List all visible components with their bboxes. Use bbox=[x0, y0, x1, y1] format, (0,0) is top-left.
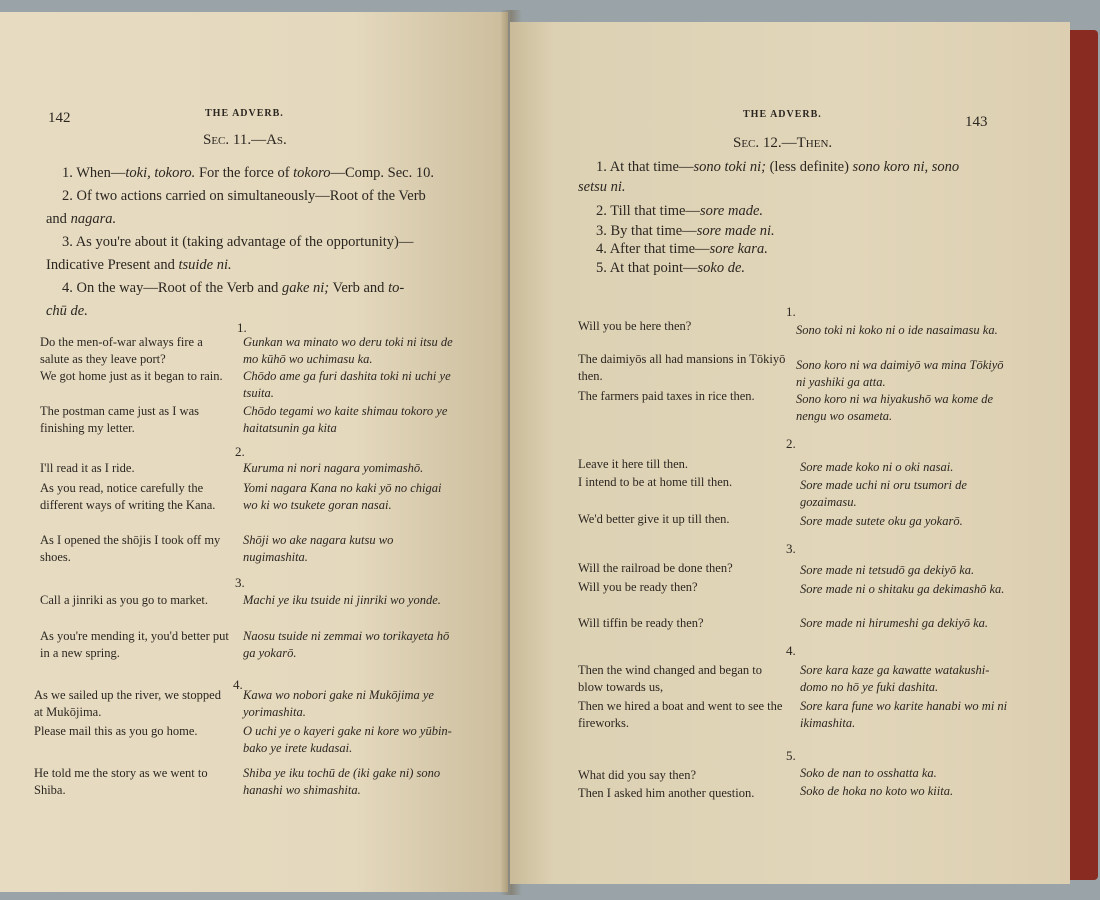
english-sentence: Leave it here till then. bbox=[578, 457, 689, 471]
running-head: THE ADVERB. bbox=[743, 109, 822, 120]
english-sentence: Then we hired a boat and went to see the fireworks. bbox=[578, 699, 783, 730]
intro-line: 4. On the way—Root of the Verb and gake ni; Verb and to- bbox=[62, 280, 405, 296]
japanese-translation: Shōji wo ake nagara kutsu wo nugimashita. bbox=[243, 533, 394, 564]
group-number: 2. bbox=[235, 444, 245, 459]
english-sentence: As you're mending it, you'd better put in a new spring. bbox=[40, 629, 229, 660]
intro-line: 5. At that point—soko de. bbox=[596, 260, 746, 276]
english-sentence: Do the men-of-war always fire a salute as they leave port? bbox=[40, 335, 203, 366]
japanese-translation: Sore made ni o shitaku ga dekimashō ka. bbox=[800, 582, 1005, 596]
intro-line: Indicative Present and tsuide ni. bbox=[46, 257, 232, 273]
japanese-translation: Sono koro ni wa hiyakushō wa kome de nengu wo osameta. bbox=[796, 392, 994, 423]
group-number: 4. bbox=[786, 643, 796, 658]
intro-line: 3. As you're about it (taking advantage of the opportunity)— bbox=[62, 234, 414, 250]
japanese-translation: Sore made koko ni o oki nasai. bbox=[800, 460, 954, 474]
intro-line: 3. By that time—sore made ni. bbox=[596, 223, 775, 239]
intro-line: 2. Till that time—sore made. bbox=[596, 203, 764, 219]
japanese-translation: Chōdo tegami wo kaite shimau tokoro ye haitatsunin ga kita bbox=[243, 404, 448, 435]
english-sentence: The daimiyōs all had mansions in Tōkiyō then. bbox=[578, 352, 786, 383]
english-sentence: He told me the story as we went to Shiba. bbox=[34, 766, 208, 797]
intro-line: and nagara. bbox=[46, 211, 117, 227]
english-sentence: The postman came just as I was finishing my letter. bbox=[40, 404, 199, 435]
japanese-translation: Sore made ni tetsudō ga dekiyō ka. bbox=[800, 563, 975, 577]
intro-line: 1. When—toki, tokoro. For the force of tokoro—Comp. Sec. 10. bbox=[62, 165, 434, 181]
group-number: 4. bbox=[233, 677, 243, 692]
japanese-translation: Sore made ni hirumeshi ga dekiyō ka. bbox=[800, 616, 989, 630]
english-sentence: Then the wind changed and began to blow towards us, bbox=[578, 663, 762, 694]
intro-line: 1. At that time—sono toki ni; (less definite) sono koro ni, sono bbox=[596, 159, 960, 175]
group-number: 1. bbox=[786, 304, 796, 319]
japanese-translation: Kawa wo nobori gake ni Mukōjima ye yorimashita. bbox=[243, 688, 434, 719]
english-sentence: As we sailed up the river, we stopped at Mukōjima. bbox=[34, 688, 221, 719]
intro-line: setsu ni. bbox=[578, 179, 626, 195]
japanese-translation: Shiba ye iku tochū de (iki gake ni) sono hanashi wo shimashita. bbox=[243, 766, 441, 797]
english-sentence: I'll read it as I ride. bbox=[40, 461, 135, 475]
group-number: 3. bbox=[235, 575, 245, 590]
japanese-translation: Sore kara fune wo karite hanabi wo mi ni ikimashita. bbox=[800, 699, 1008, 730]
japanese-translation: Gunkan wa minato wo deru toki ni itsu de mo kūhō wo uchimasu ka. bbox=[243, 335, 453, 366]
page-number: 142 bbox=[48, 110, 71, 126]
japanese-translation: O uchi ye o kayeri gake ni kore wo yūbin-bako ye irete kudasai. bbox=[243, 724, 452, 755]
japanese-translation: Naosu tsuide ni zemmai wo torikayeta hō ga yokarō. bbox=[243, 629, 450, 660]
japanese-translation: Machi ye iku tsuide ni jinriki wo yonde. bbox=[243, 593, 441, 607]
group-number: 5. bbox=[786, 748, 796, 763]
english-sentence: Will you be ready then? bbox=[578, 580, 698, 594]
right-page bbox=[510, 22, 1070, 884]
japanese-translation: Sono koro ni wa daimiyō wa mina Tōkiyō ni yashiki ga atta. bbox=[796, 358, 1004, 389]
english-sentence: As I opened the shōjis I took off my shoes. bbox=[40, 533, 221, 564]
english-sentence: The farmers paid taxes in rice then. bbox=[578, 389, 755, 403]
group-number: 1. bbox=[237, 320, 247, 335]
english-sentence: As you read, notice carefully the different ways of writing the Kana. bbox=[40, 481, 216, 512]
english-sentence: Call a jinriki as you go to market. bbox=[40, 593, 209, 607]
english-sentence: Will the railroad be done then? bbox=[578, 561, 733, 575]
japanese-translation: Sore kara kaze ga kawatte watakushi-domo no hō ye fuki dashita. bbox=[800, 663, 990, 694]
english-sentence: Then I asked him another question. bbox=[578, 786, 755, 800]
english-sentence: Will tiffin be ready then? bbox=[578, 616, 704, 630]
japanese-translation: Sore made uchi ni oru tsumori de gozaimasu. bbox=[800, 478, 967, 509]
japanese-translation: Yomi nagara Kana no kaki yō no chigai wo ki wo tsukete goran nasai. bbox=[243, 481, 442, 512]
english-sentence: What did you say then? bbox=[578, 768, 697, 782]
english-sentence: I intend to be at home till then. bbox=[578, 475, 733, 489]
section-title: Sec. 11.—As. bbox=[203, 132, 287, 148]
english-sentence: We got home just as it began to rain. bbox=[40, 369, 223, 383]
intro-line: 2. Of two actions carried on simultaneously—Root of the Verb bbox=[62, 188, 426, 204]
english-sentence: We'd better give it up till then. bbox=[578, 512, 730, 526]
group-number: 2. bbox=[786, 436, 796, 451]
running-head: THE ADVERB. bbox=[205, 108, 284, 119]
japanese-translation: Chōdo ame ga furi dashita toki ni uchi ye tsuita. bbox=[243, 369, 451, 400]
page-number: 143 bbox=[965, 114, 988, 130]
group-number: 3. bbox=[786, 541, 796, 556]
intro-line: 4. After that time—sore kara. bbox=[596, 241, 768, 257]
english-sentence: Please mail this as you go home. bbox=[34, 724, 198, 738]
japanese-translation: Soko de hoka no koto wo kiita. bbox=[800, 784, 954, 798]
japanese-translation: Soko de nan to osshatta ka. bbox=[800, 766, 937, 780]
left-page bbox=[0, 12, 508, 892]
japanese-translation: Sono toki ni koko ni o ide nasaimasu ka. bbox=[796, 323, 998, 337]
japanese-translation: Sore made sutete oku ga yokarō. bbox=[800, 514, 963, 528]
japanese-translation: Kuruma ni nori nagara yomimashō. bbox=[243, 461, 424, 475]
english-sentence: Will you be here then? bbox=[578, 319, 692, 333]
section-title: Sec. 12.—Then. bbox=[733, 135, 833, 151]
intro-line: chū de. bbox=[46, 303, 88, 319]
